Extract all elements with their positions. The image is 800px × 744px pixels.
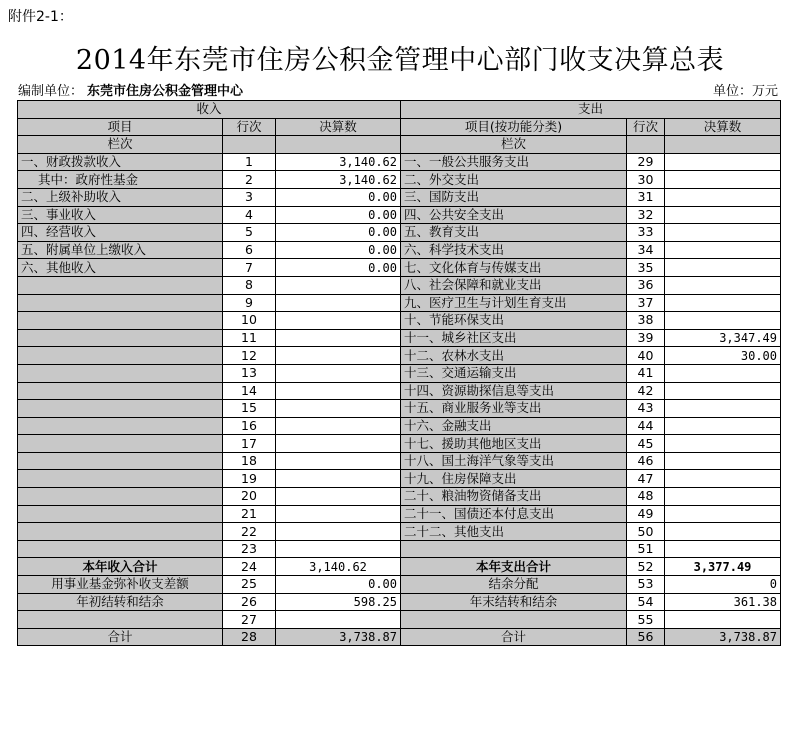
currency-unit: 单位：万元 [712,84,778,99]
expense-row-no: 47 [627,470,665,488]
table-row [18,523,781,541]
income-row-no: 4 [223,206,276,224]
income-row-no: 28 [223,628,276,646]
expense-index-amount [665,136,781,154]
income-amount: 598.25 [276,593,401,611]
expense-row-no: 31 [627,188,665,206]
expense-row-no: 51 [627,540,665,558]
income-amount: 3,140.62 [276,558,401,576]
expense-item-label: 二、外交支出 [401,171,627,189]
expense-row-no: 39 [627,329,665,347]
income-row-no: 22 [223,523,276,541]
expense-item-label: 十三、交通运输支出 [401,364,627,382]
expense-amount: 3,347.49 [665,329,781,347]
expense-amount [665,382,781,400]
expense-amount [665,611,781,629]
income-item-label: 一、财政拨款收入 [18,153,223,171]
income-item-label: 二、上级补助收入 [18,188,223,206]
expense-item-label: 二十、粮油物资储备支出 [401,488,627,506]
income-row-no: 16 [223,417,276,435]
income-row-no: 3 [223,188,276,206]
income-amount: 0.00 [276,224,401,242]
income-item-label [18,382,223,400]
table-row [18,558,781,576]
expense-amount [665,153,781,171]
table-row [18,576,781,594]
table-row [18,400,781,418]
expense-row-no: 46 [627,452,665,470]
income-amount [276,435,401,453]
expense-index-no [627,136,665,154]
income-item-label [18,364,223,382]
expense-amount: 3,377.49 [665,558,781,576]
table-row [18,188,781,206]
income-item-header: 项目 [18,118,223,136]
income-amount [276,400,401,418]
income-index-label: 栏次 [18,136,223,154]
income-row-no: 27 [223,611,276,629]
income-item-label [18,276,223,294]
income-item-label: 合计 [18,628,223,646]
expense-amount [665,206,781,224]
expense-amount [665,435,781,453]
income-index-no [223,136,276,154]
income-amount [276,540,401,558]
expense-item-label: 十五、商业服务业等支出 [401,400,627,418]
income-row-no: 1 [223,153,276,171]
expense-row-no: 54 [627,593,665,611]
income-row-no: 5 [223,224,276,242]
income-row-no: 17 [223,435,276,453]
expense-amount: 0 [665,576,781,594]
income-amount: 0.00 [276,188,401,206]
column-header-row [18,118,781,136]
expense-item-label: 六、科学技术支出 [401,241,627,259]
expense-item-label: 十九、住房保障支出 [401,470,627,488]
expense-row-no: 56 [627,628,665,646]
expense-amount [665,400,781,418]
table-row [18,452,781,470]
income-amount: 3,140.62 [276,153,401,171]
expense-row-no: 34 [627,241,665,259]
expense-amount [665,171,781,189]
expense-row-no: 41 [627,364,665,382]
income-row-no: 25 [223,576,276,594]
table-row [18,628,781,646]
income-item-label [18,294,223,312]
compiling-unit [18,80,243,99]
income-item-label: 三、事业收入 [18,206,223,224]
income-row-no: 9 [223,294,276,312]
income-item-label [18,347,223,365]
income-row-no: 20 [223,488,276,506]
expense-amount-header: 决算数 [665,118,781,136]
expense-item-label: 二十一、国债还本付息支出 [401,505,627,523]
expense-item-label: 十七、援助其他地区支出 [401,435,627,453]
expense-index-label: 栏次 [401,136,627,154]
expense-item-label: 三、国防支出 [401,188,627,206]
income-row-no: 6 [223,241,276,259]
expense-item-label: 本年支出合计 [401,558,627,576]
expense-row-no: 43 [627,400,665,418]
expense-row-no: 44 [627,417,665,435]
income-amount: 3,140.62 [276,171,401,189]
expense-row-no: 35 [627,259,665,277]
income-amount: 3,738.87 [276,628,401,646]
income-item-label [18,452,223,470]
expense-item-label: 九、医疗卫生与计划生育支出 [401,294,627,312]
income-item-label [18,523,223,541]
income-amount [276,417,401,435]
expense-item-label: 结余分配 [401,576,627,594]
expense-amount: 30.00 [665,347,781,365]
income-item-label [18,540,223,558]
table-row [18,470,781,488]
expense-item-label: 合计 [401,628,627,646]
income-row-no: 21 [223,505,276,523]
income-row-no: 24 [223,558,276,576]
expense-row-no: 29 [627,153,665,171]
income-item-label: 年初结转和结余 [18,593,223,611]
table-row [18,488,781,506]
expense-amount [665,417,781,435]
expense-amount [665,294,781,312]
expense-amount: 3,738.87 [665,628,781,646]
income-amount [276,294,401,312]
income-row-no: 13 [223,364,276,382]
income-item-label: 用事业基金弥补收支差额 [18,576,223,594]
expense-row-no: 33 [627,224,665,242]
income-row-no: 10 [223,312,276,330]
table-row [18,505,781,523]
expense-item-label [401,611,627,629]
expense-amount [665,488,781,506]
expense-section-header: 支出 [401,101,781,119]
income-amount [276,523,401,541]
income-row-no: 18 [223,452,276,470]
table-row [18,364,781,382]
income-index-amount [276,136,401,154]
income-amount: 0.00 [276,241,401,259]
income-amount: 0.00 [276,576,401,594]
table-row [18,153,781,171]
table-row [18,224,781,242]
expense-amount [665,241,781,259]
income-row-no: 7 [223,259,276,277]
expense-item-label: 十二、农林水支出 [401,347,627,365]
income-item-label [18,488,223,506]
table-row [18,329,781,347]
attachment-label: 附件2-1： [8,9,73,25]
expense-item-label: 一、一般公共服务支出 [401,153,627,171]
income-amount [276,276,401,294]
expense-item-label: 五、教育支出 [401,224,627,242]
expense-row-no-header: 行次 [627,118,665,136]
expense-row-no: 49 [627,505,665,523]
table-row [18,259,781,277]
income-amount [276,470,401,488]
table-row [18,294,781,312]
table-row [18,435,781,453]
income-row-no: 23 [223,540,276,558]
income-item-label [18,505,223,523]
expense-amount [665,540,781,558]
expense-amount [665,312,781,330]
expense-amount [665,452,781,470]
expense-amount [665,470,781,488]
expense-row-no: 48 [627,488,665,506]
expense-item-label [401,540,627,558]
expense-row-no: 45 [627,435,665,453]
expense-amount: 361.38 [665,593,781,611]
expense-item-label: 年末结转和结余 [401,593,627,611]
income-item-label [18,329,223,347]
compiling-unit-name: 东莞市住房公积金管理中心 [87,84,244,99]
income-item-label: 六、其他收入 [18,259,223,277]
expense-item-label: 四、公共安全支出 [401,206,627,224]
expense-item-label: 七、文化体育与传媒支出 [401,259,627,277]
expense-item-label: 十、节能环保支出 [401,312,627,330]
table-row [18,206,781,224]
income-row-no: 11 [223,329,276,347]
expense-row-no: 36 [627,276,665,294]
expense-item-label: 二十二、其他支出 [401,523,627,541]
income-row-no-header: 行次 [223,118,276,136]
income-amount-header: 决算数 [276,118,401,136]
income-row-no: 12 [223,347,276,365]
income-item-label [18,435,223,453]
expense-amount [665,505,781,523]
section-header-row [18,101,781,119]
column-index-row [18,136,781,154]
expense-item-header: 项目(按功能分类) [401,118,627,136]
income-item-label [18,470,223,488]
expense-item-label: 十六、金融支出 [401,417,627,435]
income-item-label: 五、附属单位上缴收入 [18,241,223,259]
expense-item-label: 八、社会保障和就业支出 [401,276,627,294]
income-amount [276,488,401,506]
income-item-label [18,417,223,435]
income-item-label: 其中：政府性基金 [18,171,223,189]
expense-amount [665,188,781,206]
income-row-no: 14 [223,382,276,400]
compiling-unit-label: 编制单位： [18,84,84,99]
expense-row-no: 30 [627,171,665,189]
table-row [18,347,781,365]
income-row-no: 15 [223,400,276,418]
income-row-no: 26 [223,593,276,611]
table-row [18,540,781,558]
expense-row-no: 38 [627,312,665,330]
income-amount [276,329,401,347]
income-section-header: 收入 [18,101,401,119]
income-row-no: 19 [223,470,276,488]
expense-item-label: 十四、资源勘探信息等支出 [401,382,627,400]
expense-amount [665,259,781,277]
table-row [18,312,781,330]
expense-amount [665,523,781,541]
income-item-label: 四、经营收入 [18,224,223,242]
income-row-no: 2 [223,171,276,189]
report-title: 2014年东莞市住房公积金管理中心部门收支决算总表 [75,45,725,76]
expense-row-no: 37 [627,294,665,312]
table-row [18,382,781,400]
table-row [18,276,781,294]
income-amount [276,611,401,629]
expense-row-no: 55 [627,611,665,629]
table-row [18,171,781,189]
expense-row-no: 32 [627,206,665,224]
expense-row-no: 40 [627,347,665,365]
expense-row-no: 52 [627,558,665,576]
expense-item-label: 十八、国土海洋气象等支出 [401,452,627,470]
expense-row-no: 53 [627,576,665,594]
table-row [18,417,781,435]
table-row [18,593,781,611]
budget-table [17,100,781,646]
expense-amount [665,364,781,382]
income-amount [276,505,401,523]
income-amount [276,452,401,470]
income-item-label: 本年收入合计 [18,558,223,576]
income-amount [276,347,401,365]
expense-amount [665,224,781,242]
income-item-label [18,611,223,629]
expense-row-no: 50 [627,523,665,541]
expense-amount [665,276,781,294]
income-amount [276,312,401,330]
expense-row-no: 42 [627,382,665,400]
income-amount: 0.00 [276,259,401,277]
income-row-no: 8 [223,276,276,294]
table-row [18,241,781,259]
income-amount: 0.00 [276,206,401,224]
expense-item-label: 十一、城乡社区支出 [401,329,627,347]
income-item-label [18,400,223,418]
income-amount [276,364,401,382]
table-row [18,611,781,629]
income-amount [276,382,401,400]
income-item-label [18,312,223,330]
